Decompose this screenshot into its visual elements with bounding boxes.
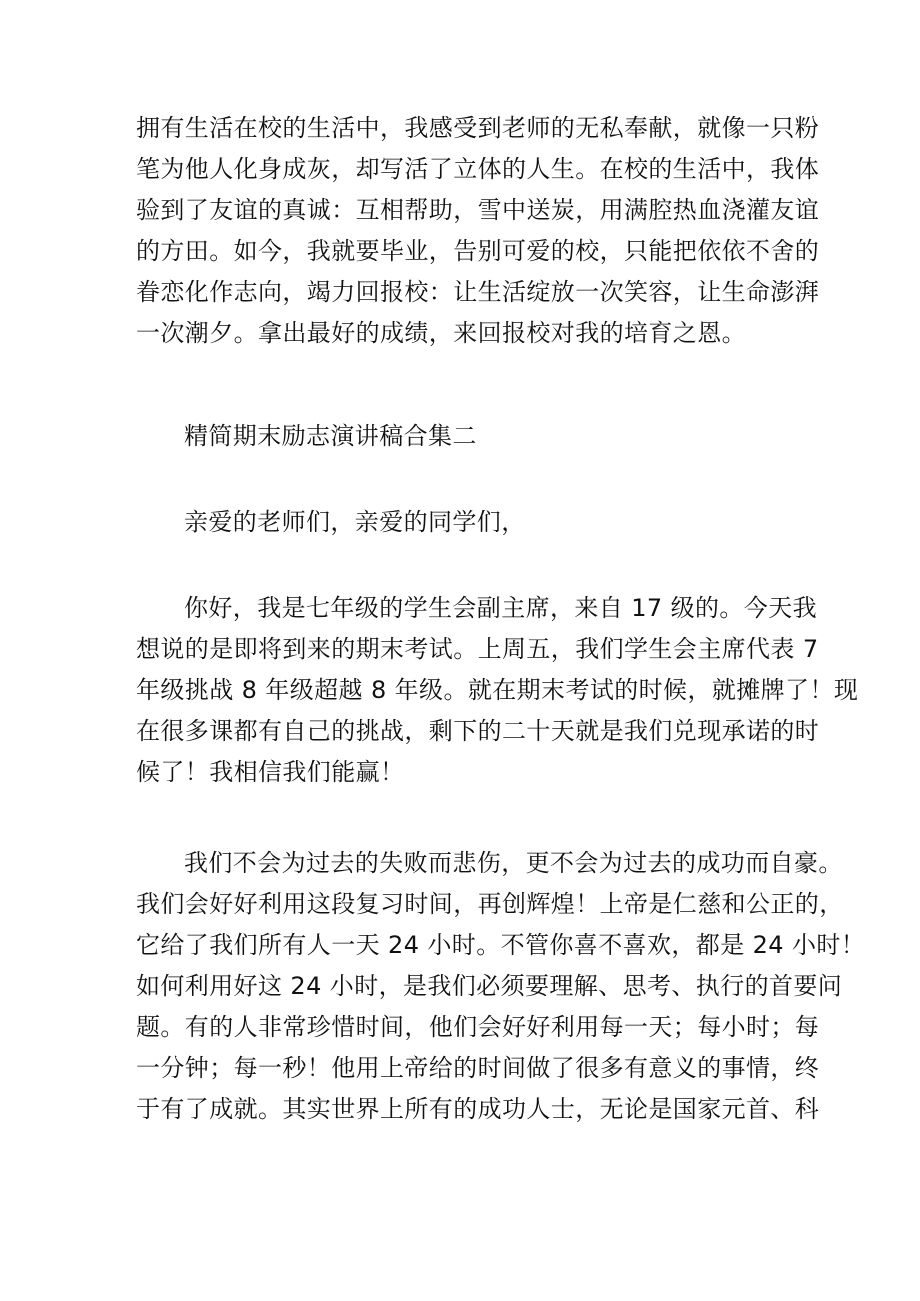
text-line: 它给了我们所有人一天 24 小时。不管你喜不喜欢，都是 24 小时！ xyxy=(136,931,866,959)
text-line: 如何利用好这 24 小时，是我们必须要理解、思考、执行的首要问 xyxy=(136,972,843,1000)
paragraph-time xyxy=(136,843,866,1130)
paragraph-intro xyxy=(136,588,859,793)
text-line: 在很多课都有自己的挑战，剩下的二十天就是我们兑现承诺的时 xyxy=(136,717,820,745)
text-line: 题。有的人非常珍惜时间，他们会好好利用每一天；每小时；每 xyxy=(136,1013,820,1041)
text-line: 验到了友谊的真诚：互相帮助，雪中送炭，用满腔热血浇灌友谊 xyxy=(136,196,820,224)
heading-text: 精简期末励志演讲稿合集二 xyxy=(184,422,477,450)
text-line: 拥有生活在校的生活中，我感受到老师的无私奉献，就像一只粉 xyxy=(136,114,820,142)
text-line: 我们会好好利用这段复习时间，再创辉煌！上帝是仁慈和公正的， xyxy=(136,890,844,918)
text-line: 眷恋化作志向，竭力回报校：让生活绽放一次笑容，让生命澎湃 xyxy=(136,278,820,306)
text-line: 候了！我相信我们能赢！ xyxy=(136,758,405,786)
text-line: 想说的是即将到来的期末考试。上周五，我们学生会主席代表 7 xyxy=(136,635,819,663)
text-line: 一分钟；每一秒！他用上帝给的时间做了很多有意义的事情，终 xyxy=(136,1054,820,1082)
paragraph-continuation xyxy=(136,108,820,354)
salutation-text: 亲爱的老师们，亲爱的同学们， xyxy=(184,508,526,536)
text-line: 于有了成就。其实世界上所有的成功人士，无论是国家元首、科 xyxy=(136,1095,820,1123)
text-line: 笔为他人化身成灰，却写活了立体的人生。在校的生活中，我体 xyxy=(136,155,820,183)
text-line: 的方田。如今，我就要毕业，告别可爱的校，只能把依依不舍的 xyxy=(136,237,820,265)
section-heading xyxy=(136,416,796,457)
text-line: 我们不会为过去的失败而悲伤，更不会为过去的成功而自豪。 xyxy=(184,849,843,877)
text-line: 你好，我是七年级的学生会副主席，来自 17 级的。今天我 xyxy=(184,594,817,622)
text-line: 一次潮夕。拿出最好的成绩，来回报校对我的培育之恩。 xyxy=(136,319,746,347)
text-line: 年级挑战 8 年级超越 8 年级。就在期末考试的时候，就摊牌了！现 xyxy=(136,676,859,704)
salutation xyxy=(136,502,796,543)
